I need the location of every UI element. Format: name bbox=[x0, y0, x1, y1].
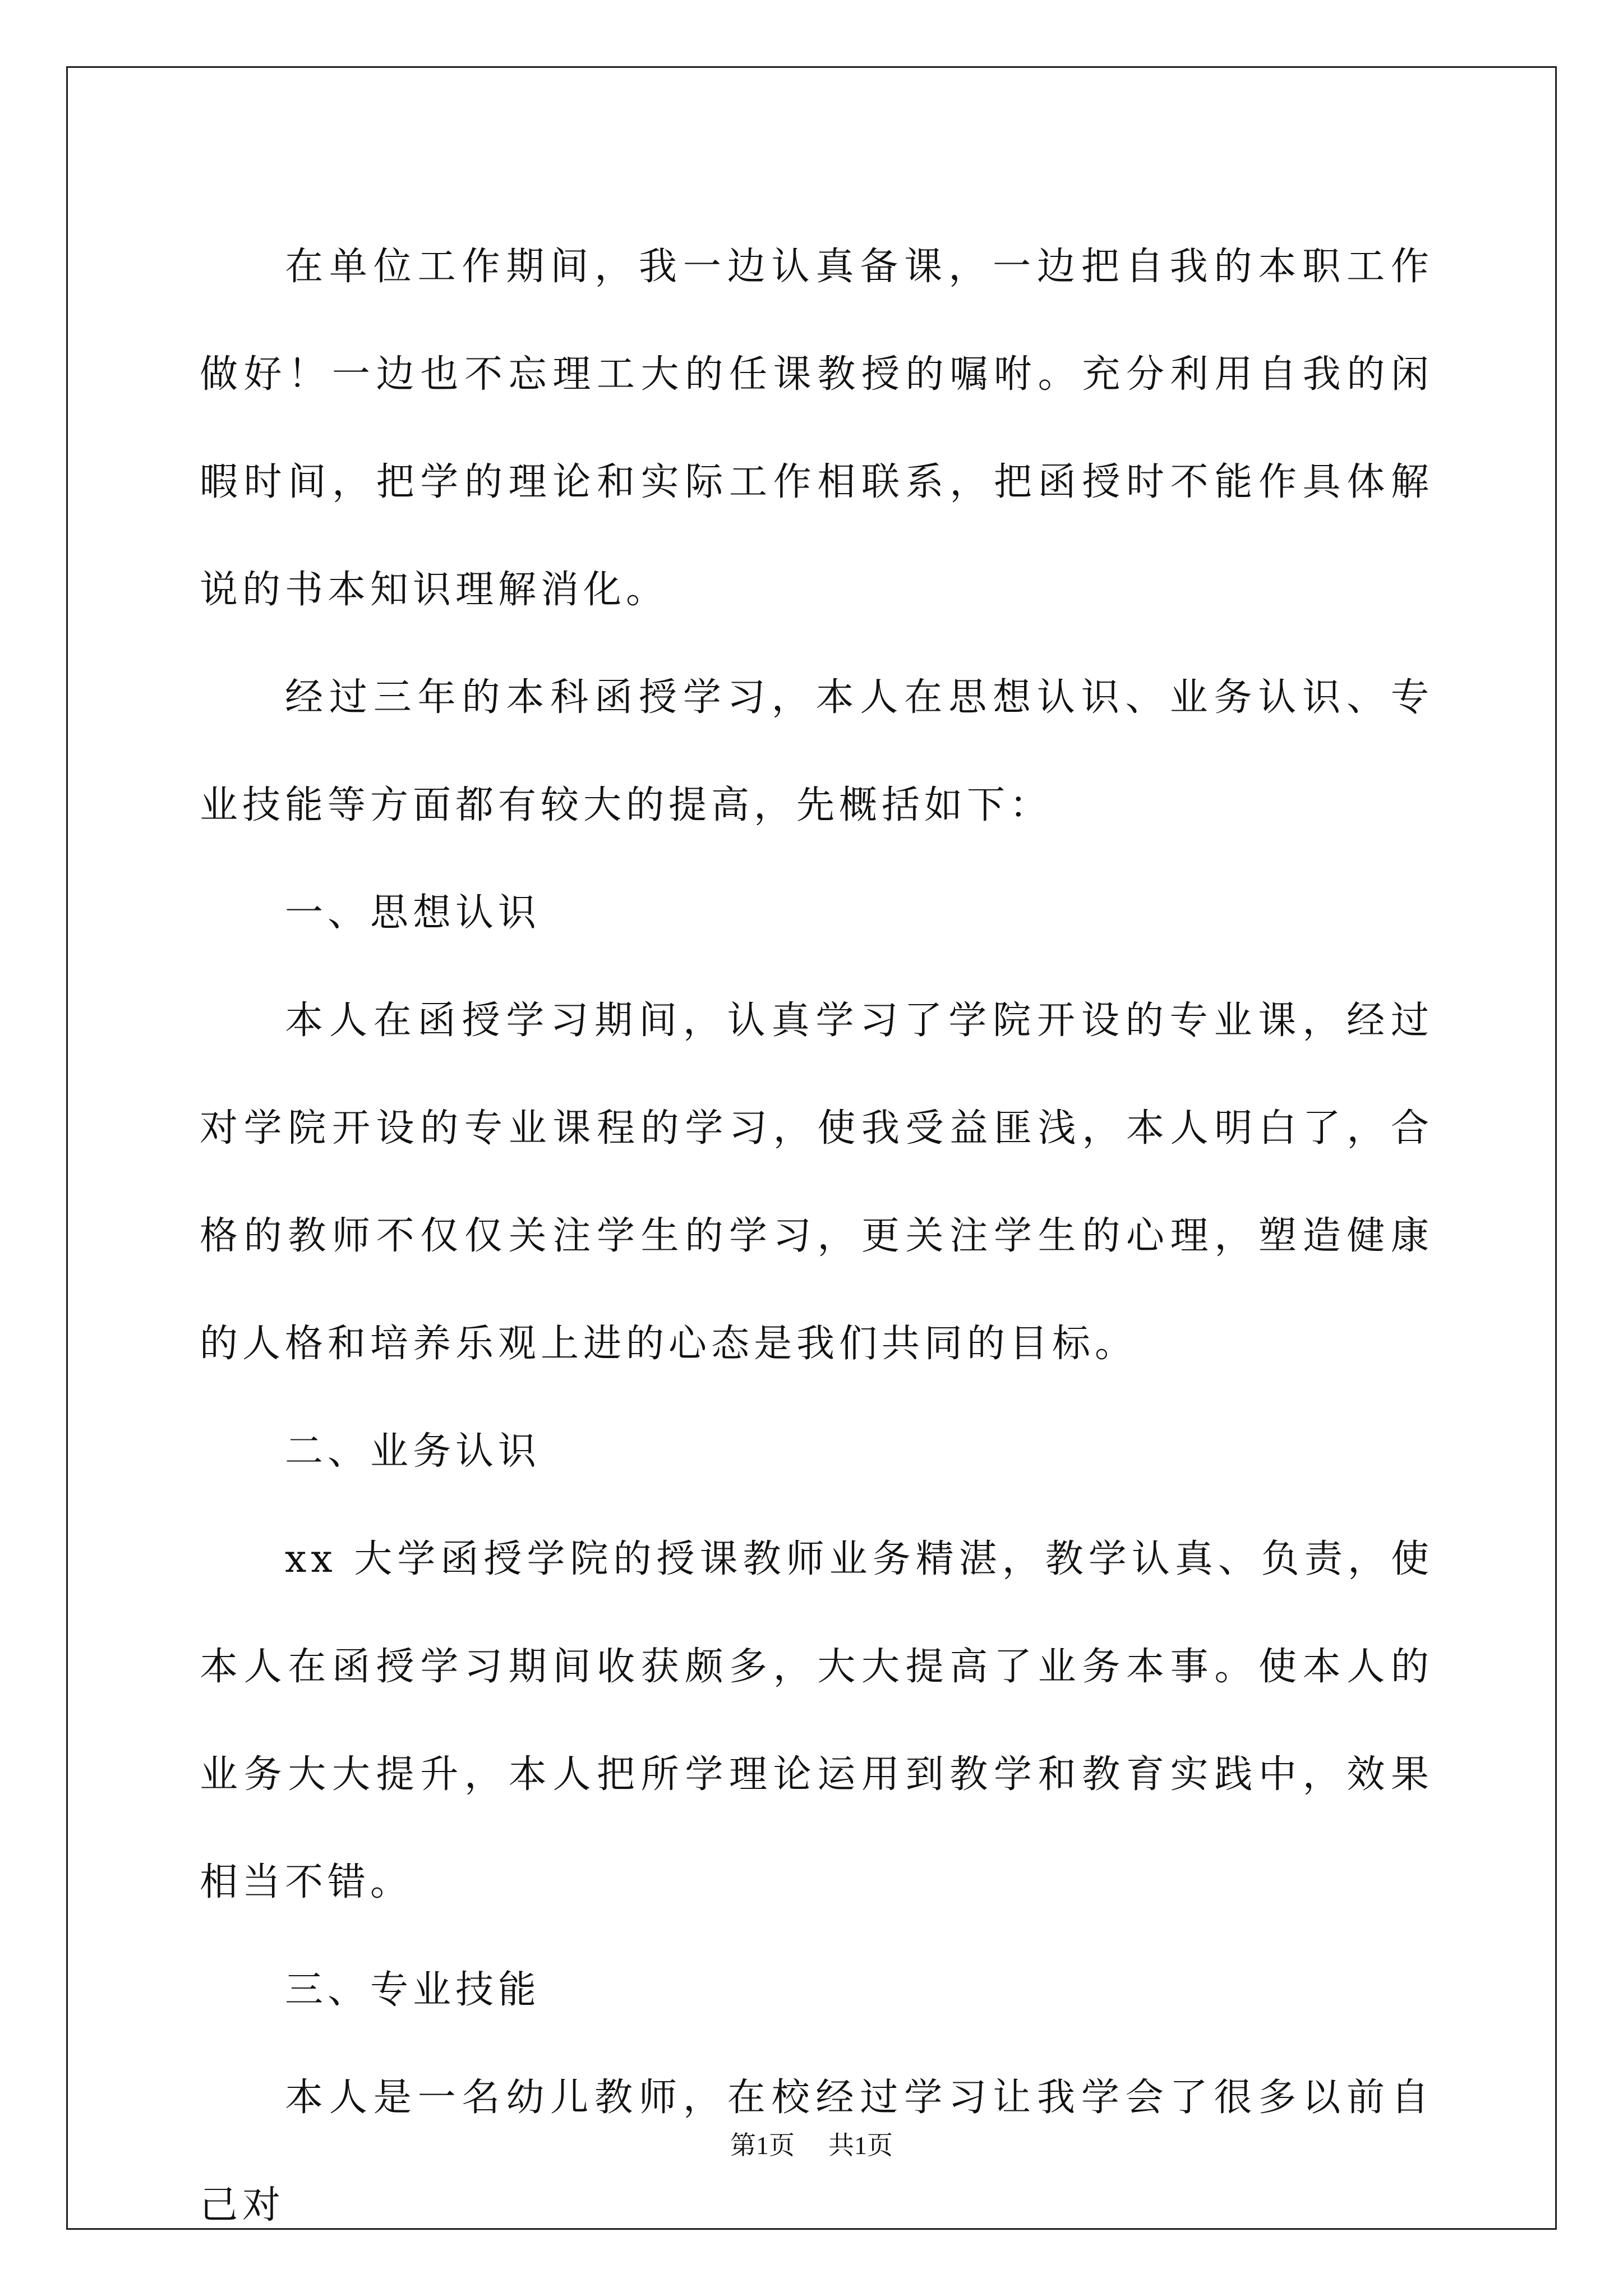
page-number: 第1页 bbox=[730, 2131, 795, 2160]
page-total: 共1页 bbox=[828, 2131, 893, 2160]
heading-thought: 一、思想认识 bbox=[285, 891, 541, 935]
page-footer bbox=[0, 2129, 1623, 2162]
paragraph-skills: 本人是一名幼儿教师，在校经过学习让我学会了很多以前自己对 bbox=[200, 2076, 1433, 2228]
paragraph-summary: 经过三年的本科函授学习，本人在思想认识、业务认识、专业技能等方面都有较大的提高，先概括如下： bbox=[200, 675, 1433, 827]
paragraph-intro: 在单位工作期间，我一边认真备课，一边把自我的本职工作做好！一边也不忘理工大的任课教授的嘱咐。充分利用自我的闲暇时间，把学的理论和实际工作相联系，把函授时不能作具体解说的书本知识理解消化。 bbox=[200, 245, 1433, 612]
heading-skills: 三、专业技能 bbox=[285, 1968, 541, 2012]
heading-business: 二、业务认识 bbox=[285, 1429, 541, 1474]
paragraph-business: xx 大学函授学院的授课教师业务精湛，教学认真、负责，使本人在函授学习期间收获颇多，大大提高了业务本事。使本人的业务大大提升，本人把所学理论运用到教学和教育实践中，效果相当不错。 bbox=[200, 1537, 1433, 1904]
paragraph-thought: 本人在函授学习期间，认真学习了学院开设的专业课，经过对学院开设的专业课程的学习，使我受益匪浅，本人明白了，合格的教师不仅仅关注学生的学习，更关注学生的心理，塑造健康的人格和培养乐观上进的心态是我们共同的目标。 bbox=[200, 999, 1433, 1366]
document-body bbox=[200, 213, 1433, 2260]
